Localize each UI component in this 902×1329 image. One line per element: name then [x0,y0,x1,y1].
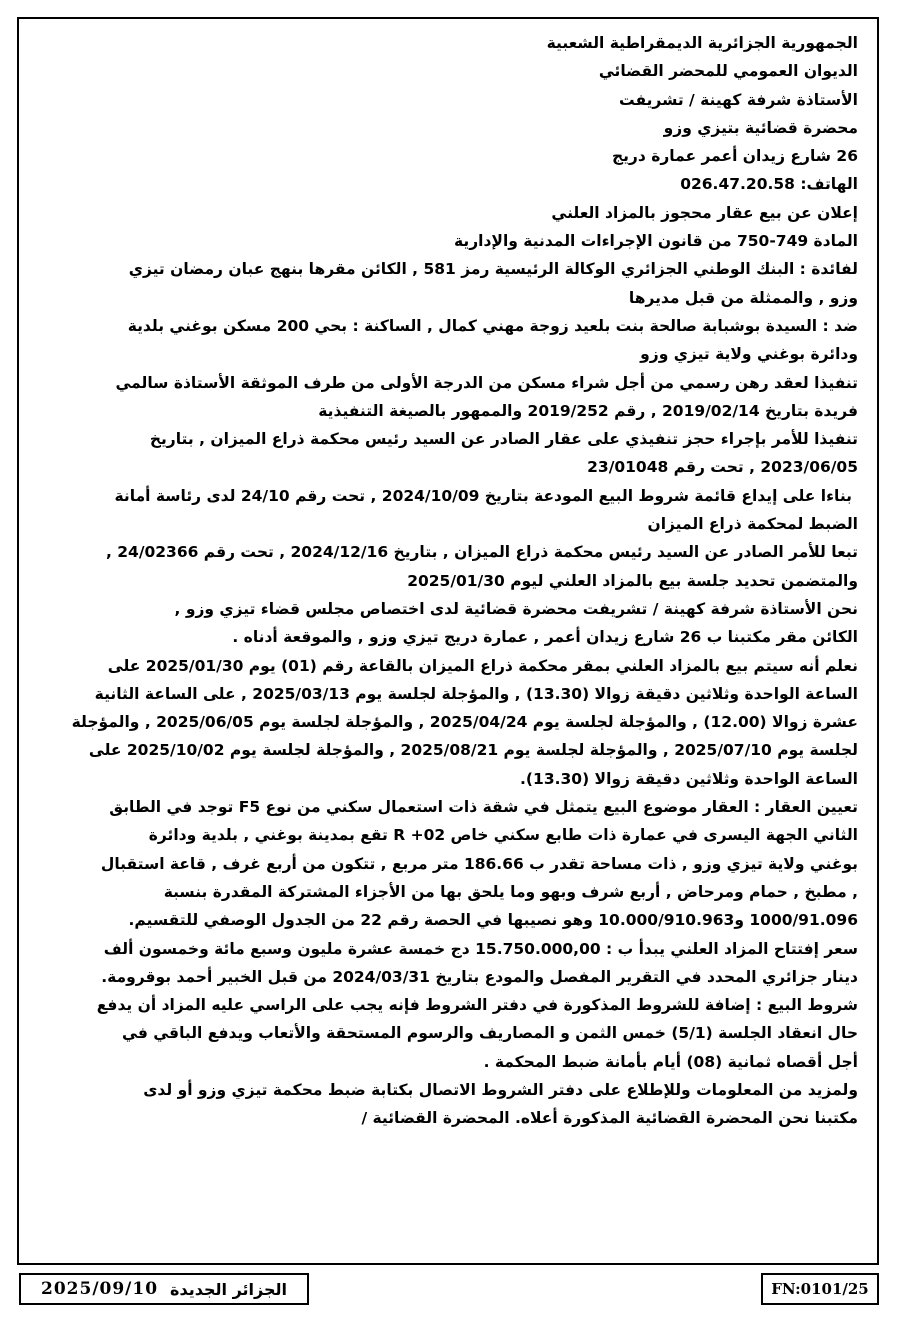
publication-date: 2025/09/10 [41,1279,159,1299]
text-line: دينار جزائري المحدد في التقرير المفصل والمودع بتاريخ 2024/03/31 من قبل الخبير أحمد بوقرومة. [101,967,858,986]
announcement-text [41,29,858,1133]
text-line: أجل أقصاه ثمانية (08) أيام بأمانة ضبط المحكمة . [483,1052,858,1071]
reference-box [761,1273,879,1305]
text-line: حال انعقاد الجلسة (5/1) خمس الثمن و المصاريف والرسوم المستحقة والأتعاب ويدفع الباقي في [122,1024,858,1043]
text-line: , مطبخ , حمام ومرحاض , أربع شرف وبهو وما يلحق بها من الأجزاء المشتركة المقدرة بنسبة [163,882,858,901]
text-line: الضبط لمحكمة ذراع الميزان [647,515,858,534]
announcement-frame [17,17,879,1265]
newspaper-footer-box [19,1273,309,1305]
text-line: لفائدة : البنك الوطني الجزائري الوكالة الرئيسية رمز 581 , الكائن مقرها بنهج عبان رمضان تيزي [128,260,858,279]
text-line: لجلسة يوم 2025/07/10 , والمؤجلة لجلسة يوم 2025/08/21 , والمؤجلة لجلسة يوم 2025/10/02 على [88,741,858,760]
text-line: نعلم أنه سيتم بيع بالمزاد العلني بمقر محكمة ذراع الميزان بالقاعة رقم (01) يوم 2025/01/30 على [107,656,858,675]
text-line: الساعة الواحدة وثلاثين دقيقة زوالا (13.30). [520,769,858,788]
text-line: تبعا للأمر الصادر عن السيد رئيس محكمة ذراع الميزان , بتاريخ 2024/12/16 , تحت رقم 24/02366 , [105,543,858,562]
text-line: الهاتف: 026.47.20.58 [680,175,858,194]
text-line: محضرة قضائية بتيزي وزو [663,118,858,137]
text-line: 26 شارع زيدان أعمر عمارة دريج [611,147,858,166]
reference-number: FN:0101/25 [771,1280,869,1298]
text-line: عشرة زوالا (12.00) , والمؤجلة لجلسة يوم 2025/04/24 , والمؤجلة لجلسة يوم 2025/06/05 , والمؤجلة [71,713,858,732]
text-line: 2023/06/05 , تحت رقم 23/01048 [587,458,858,477]
text-line: تعيين العقار : العقار موضوع البيع يتمثل في شقة ذات استعمال سكني من نوع F5 توجد في الطابق [109,798,858,817]
text-line: ضد : السيدة بوشبابة صالحة بنت بلعيد زوجة مهني كمال , الساكنة : بحي 200 مسكن بوغني بلدية [127,316,858,335]
text-line: بناءا على إيداع قائمة شروط البيع المودعة بتاريخ 2024/10/09 , تحت رقم 24/10 لدى رئاسة أمانة [114,486,852,505]
text-line: فريدة بتاريخ 2019/02/14 , رقم 2019/252 والممهور بالصيغة التنفيذية [318,401,858,420]
text-line: ودائرة بوغني ولاية تيزي وزو [640,345,858,364]
text-line: الأستاذة شرفة كهينة / تشريفت [619,90,858,109]
text-line: سعر إفتتاح المزاد العلني يبدأ ب : 15.750.000,00 دج خمسة عشرة مليون وسبع مائة وخمسون ألف [103,939,858,958]
text-line: نحن الأستاذة شرفة كهينة / تشريفت محضرة قضائية لدى اختصاص مجلس قضاء تيزي وزو , [174,599,858,618]
text-line: الساعة الواحدة وثلاثين دقيقة زوالا (13.30) , والمؤجلة لجلسة يوم 2025/03/13 , على الساعة الثانية [94,684,858,703]
text-line: وزو , والممثلة من قبل مديرها [628,288,858,307]
text-line: المادة 749-750 من قانون الإجراءات المدنية والإدارية [454,232,858,251]
text-line: والمتضمن تحديد جلسة بيع بالمزاد العلني ليوم 2025/01/30 [407,571,858,590]
text-line: مكتبنا نحن المحضرة القضائية المذكورة أعلاه. المحضرة القضائية / [361,1109,858,1128]
text-line: الكائن مقر مكتبنا ب 26 شارع زيدان أعمر , عمارة دريج تيزي وزو , والموقعة أدناه . [232,628,858,647]
newspaper-name: الجزائر الجديدة [170,1279,287,1299]
text-line: شروط البيع : إضافة للشروط المذكورة في دفتر الشروط فإنه يجب على الراسي عليه المزاد أن يدفع [96,996,858,1015]
text-line: بوغني ولاية تيزي وزو , ذات مساحة تقدر ب 186.66 متر مربع , تتكون من أربع غرف , قاعة استقبال [100,854,858,873]
text-line: 1000/91.096 و10.000/910.963 وهو نصيبها في الحصة رقم 22 من الجدول الوصفي للتقسيم. [128,911,858,930]
text-line: تنفيذا للأمر بإجراء حجز تنفيذي على عقار الصادر عن السيد رئيس محكمة ذراع الميزان , بتاريخ [149,430,858,449]
text-line: الديوان العمومي للمحضر القضائي [598,62,858,81]
text-line: إعلان عن بيع عقار محجوز بالمزاد العلني [551,203,858,222]
text-line: الجمهورية الجزائرية الديمقراطية الشعبية [546,34,858,52]
text-line: الثاني الجهة اليسرى في عمارة ذات طابع سكني خاص 02+ R تقع بمدينة بوغني , بلدية ودائرة [148,826,858,845]
text-line: تنفيذا لعقد رهن رسمي من أجل شراء مسكن من الدرجة الأولى من طرف الموثقة الأستاذة سالمي [115,373,858,392]
text-line: ولمزيد من المعلومات وللإطلاع على دفتر الشروط الاتصال بكتابة ضبط محكمة تيزي وزو أو لدى [143,1080,858,1099]
